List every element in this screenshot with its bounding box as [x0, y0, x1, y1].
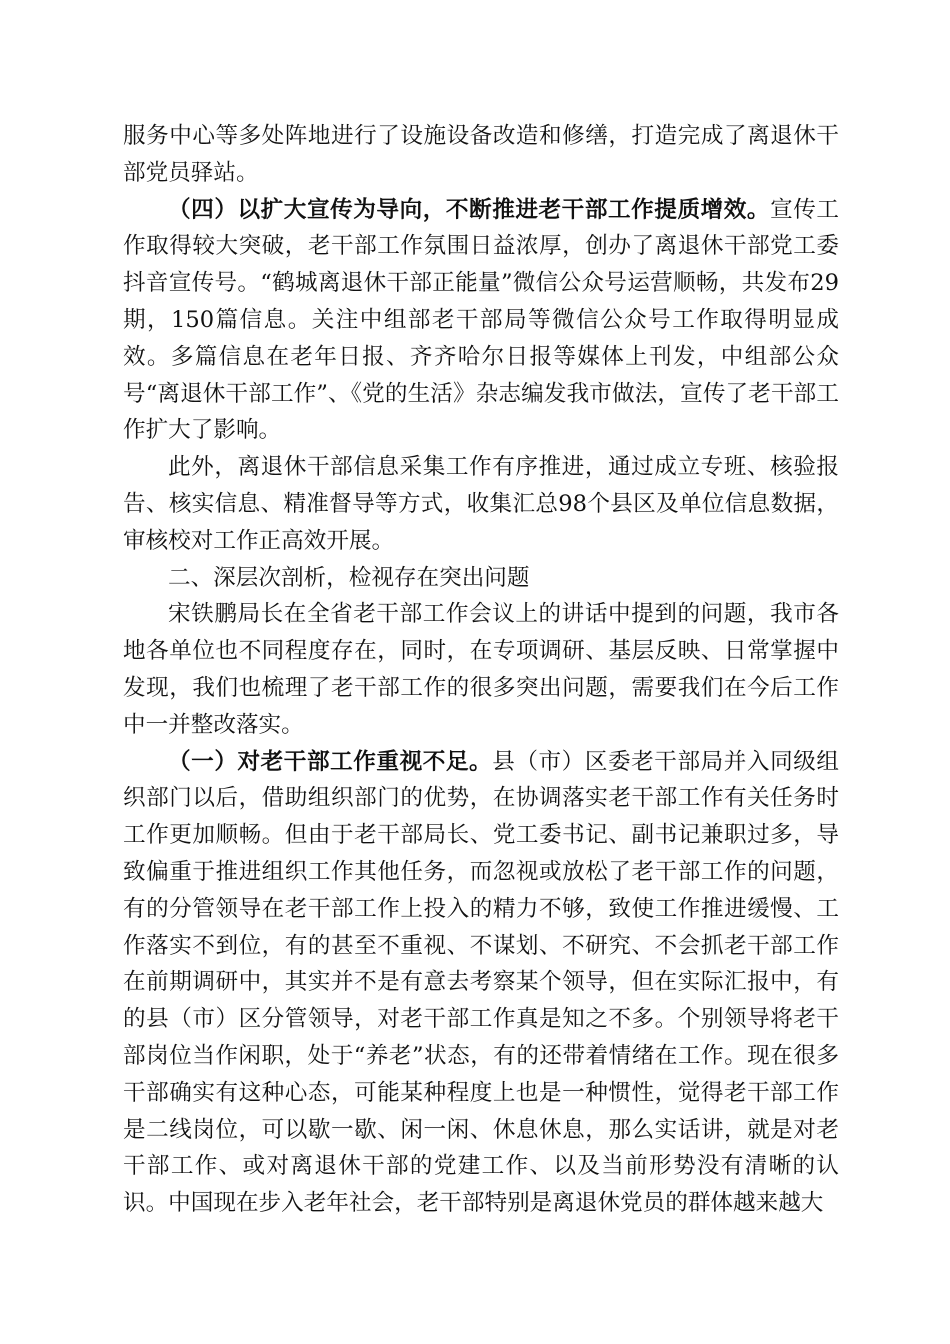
paragraph-text: 服务中心等多处阵地进行了设施设备改造和修缮，打造完成了离退休干部党员驿站。 [123, 123, 839, 186]
heading-text: 二、深层次剖析，检视存在突出问题 [168, 564, 530, 591]
paragraph-section-four [123, 192, 839, 450]
paragraph-text: 县（市）区委老干部局并入同级组织部门以后，借助组织部门的优势，在协调落实老干部工作有关任务时工作更加顺畅。但由于老干部局长、党工委书记、副书记兼职过多，导致偏重于推进组织工作其他任务，而忽视或放松了老干部工作的问题，有的分管领导在老干部工作上投入的精力不够，致使工作推进缓慢、工作落实不到位，有的甚至不重视、不谋划、不研究、不会抓老干部工作在前期调研中，其实并不是有意去考察某个领导，但在实际汇报中，有的县（市）区分管领导，对老干部工作真是知之不多。个别领导将老干部岗位当作闲职，处于“养老”状态，有的还带着情绪在工作。现在很多干部确实有这种心态，可能某种程度上也是一种惯性，觉得老干部工作是二线岗位，可以歇一歇、闲一闲、休息休息，那么实话讲，就是对老干部工作、或对离退休干部的党建工作、以及当前形势没有清晰的认识。中国现在步入老年社会，老干部特别是离退休党员的群体越来越大 [123, 748, 839, 1217]
section-four-heading: （四）以扩大宣传为导向，不断推进老干部工作提质增效。 [168, 196, 771, 223]
paragraph-problem-one [123, 744, 839, 1222]
paragraph-text: 此外，离退休干部信息采集工作有序推进，通过成立专班、核验报告、核实信息、精准督导等方式，收集汇总98个县区及单位信息数据，审核校对工作正高效开展。 [123, 454, 839, 554]
paragraph-problems-intro [123, 596, 839, 743]
document-page [123, 118, 839, 1222]
paragraph-text: 宋铁鹏局长在全省老干部工作会议上的讲话中提到的问题，我市各地各单位也不同程度存在，同时，在专项调研、基层反映、日常掌握中发现，我们也梳理了老干部工作的很多突出问题，需要我们在今后工作中一并整改落实。 [123, 601, 839, 738]
paragraph-continuation [123, 118, 839, 192]
paragraph-text: 宣传工作取得较大突破，老干部工作氛围日益浓厚，创办了离退休干部党工委抖音宣传号。“鹤城离退休干部正能量”微信公众号运营顺畅，共发布29期，150篇信息。关注中组部老干部局等微信公众号工作取得明显成效。多篇信息在老年日报、齐齐哈尔日报等媒体上刊发，中组部公众号“离退休干部工作”、《党的生活》杂志编发我市做法，宣传了老干部工作扩大了影响。 [123, 196, 840, 444]
chapter-two-heading [123, 560, 839, 597]
paragraph-info-collection [123, 449, 839, 559]
problem-one-heading: （一）对老干部工作重视不足。 [168, 748, 493, 775]
